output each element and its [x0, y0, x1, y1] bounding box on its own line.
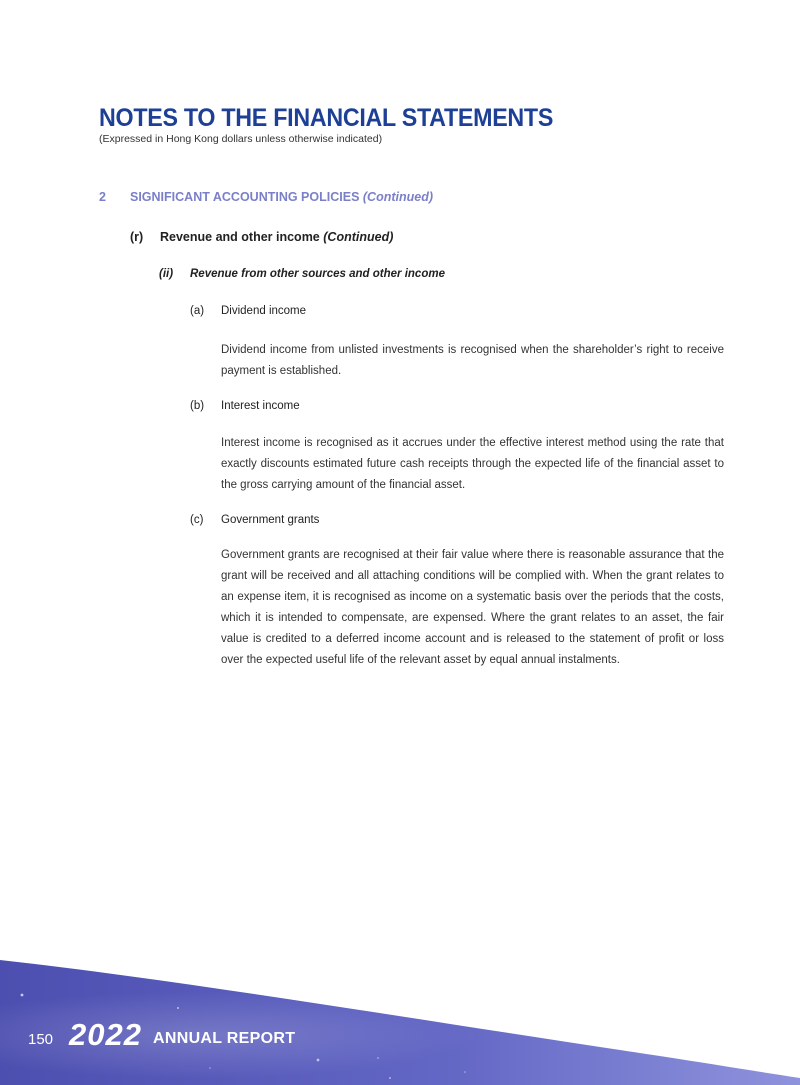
item-body: Government grants are recognised at their fair value where there is reasonable assurance that the grant will be received and all attaching conditions will be complied with. When the grant relates to an expense item, it is recognised as income on a systematic basis over the periods that the costs, which it is intended to compensate, are expensed. Where the grant relates to an asset, the fair value is credited to a deferred income account and is released to the statement of profit or loss over the expected useful life of the relevant asset by equal annual instalments.: [221, 549, 724, 666]
section-title: SIGNIFICANT ACCOUNTING POLICIES: [130, 190, 360, 204]
item-heading: Interest income: [221, 400, 300, 412]
page-number: 150: [28, 1031, 54, 1048]
report-label: ANNUAL REPORT: [153, 1030, 296, 1047]
section-continued: (Continued): [362, 190, 434, 204]
subsection-title: Revenue and other income: [160, 230, 320, 244]
subsubsection-number: (ii): [159, 268, 174, 280]
subsection-heading: [160, 230, 393, 244]
report-year: 2022: [69, 1017, 142, 1052]
item-body: Dividend income from unlisted investments is recognised when the shareholder’s right to receive payment is established.: [221, 344, 724, 377]
item-heading: Dividend income: [221, 305, 307, 317]
subsection-continued: (Continued): [323, 230, 394, 244]
section-heading: [130, 190, 433, 204]
item-label: (a): [190, 305, 205, 317]
subsubsection-title: Revenue from other sources and other income: [190, 268, 445, 280]
item-heading: Government grants: [221, 514, 320, 526]
item-label: (c): [190, 514, 204, 526]
page-title: NOTES TO THE FINANCIAL STATEMENTS: [99, 104, 554, 132]
item-label: (b): [190, 400, 205, 412]
section-number: 2: [99, 190, 106, 204]
item-body: Interest income is recognised as it accrues under the effective interest method using the rate that exactly discounts estimated future cash receipts through the expected life of the financial asset to the gross carrying amount of the financial asset.: [221, 437, 724, 491]
subsection-number: (r): [130, 230, 144, 244]
page-subtitle: (Expressed in Hong Kong dollars unless otherwise indicated): [99, 133, 383, 145]
